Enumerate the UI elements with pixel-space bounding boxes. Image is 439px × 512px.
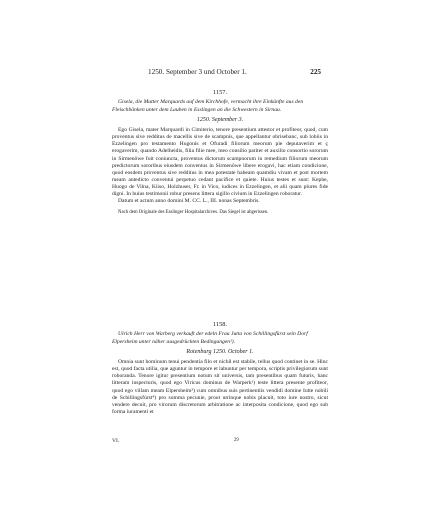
charter-number: 1157. [212, 89, 228, 96]
sheet-signature: 29 [234, 438, 239, 443]
charter-closing: Datum et actum anno domini M. CC. L., III. nonas Septembris. [118, 198, 260, 205]
charter-heading: Ulrich Herr von Warberg verkauft der edeln Frau Jutta von Schillingsfürst sein Dorf Elpersheim unter näher ausgedrückten Bedingungen¹). [112, 331, 308, 345]
charter-number: 1158. [212, 321, 228, 328]
charter-source-note: Nach dem Originale des Esslinger Hospitalarchives. Das Siegel ist abgerissen. [118, 210, 269, 216]
running-header-title: 1250. September 3 und October 1. [148, 68, 247, 76]
charter-place-date: 1250. September 3. [196, 117, 244, 124]
charter-1158 [112, 321, 328, 416]
running-header [148, 68, 321, 78]
charter-place-date: Rotenburg 1250. October 1. [186, 349, 254, 356]
charter-text: Ego Gisela, mater Marquardi in Cimiterio, tenore presentium attestor et profiteor, quod, cum proventus sive redditus de macellis sive de scampnis, que appellantur obrisebanc, sub lobiis in Ezzelingen pro testamento Hugonis et Ofuradi filiorum meorum pie deputaverim et ç erogaverim, quando Adelheidis, filia filie mee, meo consilio pariter et auxilio consortio sororum in Sirmenôwe foit coniuncta, proventus dictorum scampnorum in remedium filiorum meorum predictorum sororibus eiusdem conventus in Sirmenôwe libere erogavi, hac etiam condicione, quod eosdem proventus sive redditus in mea potestate habeam quamdiu vivam et post mortem meam antedicto conventui perpetuo cedant pacifice et quiete. Huius testes et sunt: Kephe, Huogo de Vilna, Kiiso, Holzhuser, Fr. in Vico, iudices in Ezzelingen, et alii quam plures fide digni. In huius testimonii robur presens littera sigillo civium in Ezzelingen roboratur. [112, 127, 328, 198]
page-number: 225 [310, 68, 321, 76]
charter-text: Omnia sunt hominum tenui pendentia filo et nichil est stabile, tellus quod continet in se. Hinc est, quod facta utilia, que aguntur in tempore et labuntur per tempora, scriptis privilegiorum sunt roboranda. Tenore igitur presentium notum sit universis, tam presentibus quam futuris, hanc litteram inspecturis, quod ego Viricus dominus de Warperk¹) teste littera presente profiteor, quod ego villam meam Elpersheim³) cum omnibus suis pertinentiis vendidi domine Iutte nobili de Schillingsfúrst⁴) pro summa pecunie, prout utrinque nobis placuit, toto iure nostro, sicut vendere decuit, pro virorum discretorum arbitratione ac interposita condicione, quod ego sub forma iuramenti et [112, 359, 328, 415]
charter-1157 [112, 89, 328, 217]
charter-heading: Gisela, die Mutter Marquards auf dem Kirchhofe, vermacht ihre Einkünfte aus den Fleischbänken unter dem Lauben in Esslingen an die Schwestern in Sirnau. [112, 99, 304, 113]
volume-number: VI. [112, 438, 120, 444]
